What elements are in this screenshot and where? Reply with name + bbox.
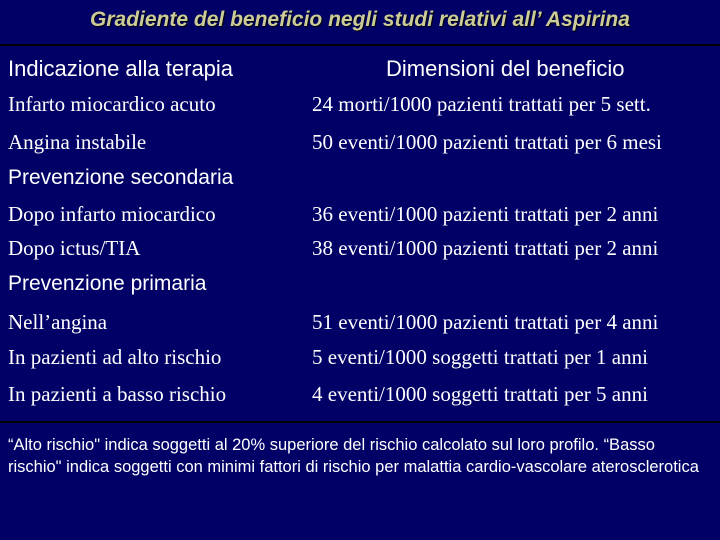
footnote: “Alto rischio" indica soggetti al 20% superiore del rischio calcolato sul loro profilo. “Basso rischio" indica soggetti con minimi fattori di rischio per malattia cardio-vascolare aterosclerotica [8,436,699,476]
row-value: 50 eventi/1000 pazienti trattati per 6 mesi [312,130,662,154]
row-label: Dopo ictus/TIA [8,236,141,260]
table-row [0,345,720,377]
header-indication: Indicazione alla terapia [8,56,234,81]
row-label: Nell’angina [8,310,108,334]
row-label: Infarto miocardico acuto [8,92,216,116]
table-row [0,92,720,124]
top-divider [0,44,720,46]
bottom-divider [0,421,720,423]
row-value: 51 eventi/1000 pazienti trattati per 4 anni [312,310,659,334]
table-row [0,382,720,414]
table-header [0,56,720,88]
row-label: Dopo infarto miocardico [8,202,216,226]
table-row [0,310,720,342]
row-value: 5 eventi/1000 soggetti trattati per 1 anni [312,345,648,369]
row-value: 36 eventi/1000 pazienti trattati per 2 anni [312,202,659,226]
header-benefit: Dimensioni del beneficio [386,56,625,81]
section-title: Prevenzione primaria [8,272,207,295]
slide-title: Gradiente del beneficio negli studi relativi all’ Aspirina [90,8,630,31]
row-label: In pazienti a basso rischio [8,382,227,406]
section-heading-secondary [0,166,720,198]
row-value: 38 eventi/1000 pazienti trattati per 2 anni [312,236,659,260]
section-title: Prevenzione secondaria [8,166,234,189]
row-label: In pazienti ad alto rischio [8,345,222,369]
row-label: Angina instabile [8,130,147,154]
table-row [0,202,720,234]
table-row [0,236,720,268]
section-heading-primary [0,272,720,304]
row-value: 24 morti/1000 pazienti trattati per 5 sett. [312,92,651,116]
row-value: 4 eventi/1000 soggetti trattati per 5 anni [312,382,648,406]
table-row [0,130,720,162]
